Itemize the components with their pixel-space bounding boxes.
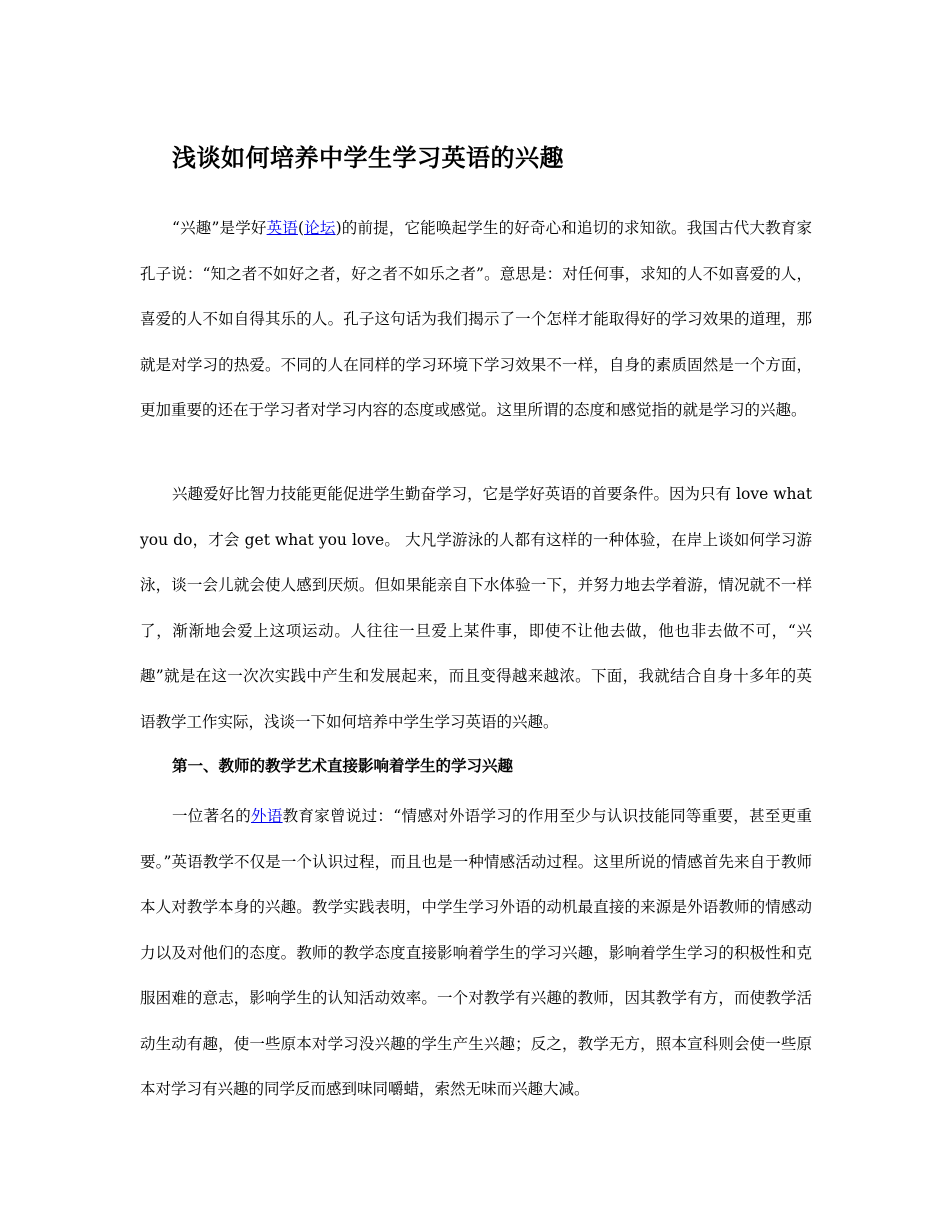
paragraph-text: 教育家曾说过：“情感对外语学习的作用至少与认识技能同等重要，甚至更重要。”英语教学不仅是一个认识过程，而且也是一种情感活动过程。这里所说的情感首先来自于教师本人对教学本身的兴趣。教学实践表明，中学生学习外语的动机最直接的来源是外语教师的情感动力以及对他们的态度。教师的教学态度直接影响着学生的学习兴趣，影响着学生学习的积极性和克服困难的意志，影响学生的认知活动效率。一个对教学有兴趣的教师，因其教学有方，而使教学活动生动有趣，使一些原本对学习没兴趣的学生产生兴趣；反之，教学无方，照本宣科则会使一些原本对学习有兴趣的同学反而感到味同嚼蜡，索然无味而兴趣大减。: [140, 807, 812, 1098]
paragraph-text: )的前提，它能唤起学生的好奇心和追切的求知欲。我国古代大教育家孔子说：“知之者不如好之者，好之者不如乐之者”。意思是：对任何事，求知的人不如喜爱的人，喜爱的人不如自得其乐的人。孔子这句话为我们揭示了一个怎样才能取得好的学习效果的道理，那就是对学习的热爱。不同的人在同样的学习环境下学习效果不一样，自身的素质固然是一个方面，更加重要的还在于学习者对学习内容的态度或感觉。这里所谓的态度和感觉指的就是学习的兴趣。: [140, 219, 812, 419]
paragraph-interest-hobby: 兴趣爱好比智力技能更能促进学生勤奋学习，它是学好英语的首要条件。因为只有 love what you do，才会 get what you love。 大凡学游泳的人都有这样的一种体验，在岸上谈如何学习游泳，谈一会儿就会使人感到厌烦。但如果能亲自下水体验一下，并努力地去学着游，情况就不一样了，渐渐地会爱上这项运动。人往往一旦爱上某件事，即使不让他去做，他也非去做不可，“兴趣”就是在这一次次实践中产生和发展起来，而且变得越来越浓。下面，我就结合自身十多年的英语教学工作实际，浅谈一下如何培养中学生学习英语的兴趣。: [140, 485, 812, 731]
paragraph-teacher-art: [140, 794, 812, 1113]
paragraph-text: “兴趣”是学好: [172, 219, 267, 237]
paragraph-text: 一位著名的: [172, 807, 252, 825]
document-title: 浅谈如何培养中学生学习英语的兴趣: [172, 143, 564, 172]
paragraph-text: (: [297, 219, 305, 237]
forum-link[interactable]: 论坛: [304, 219, 336, 237]
english-link[interactable]: 英语: [266, 219, 298, 237]
section-heading-1: 第一、教师的教学艺术直接影响着学生的学习兴趣: [172, 756, 514, 775]
foreign-language-link[interactable]: 外语: [251, 807, 283, 825]
paragraph-interest-intro: [140, 206, 812, 434]
